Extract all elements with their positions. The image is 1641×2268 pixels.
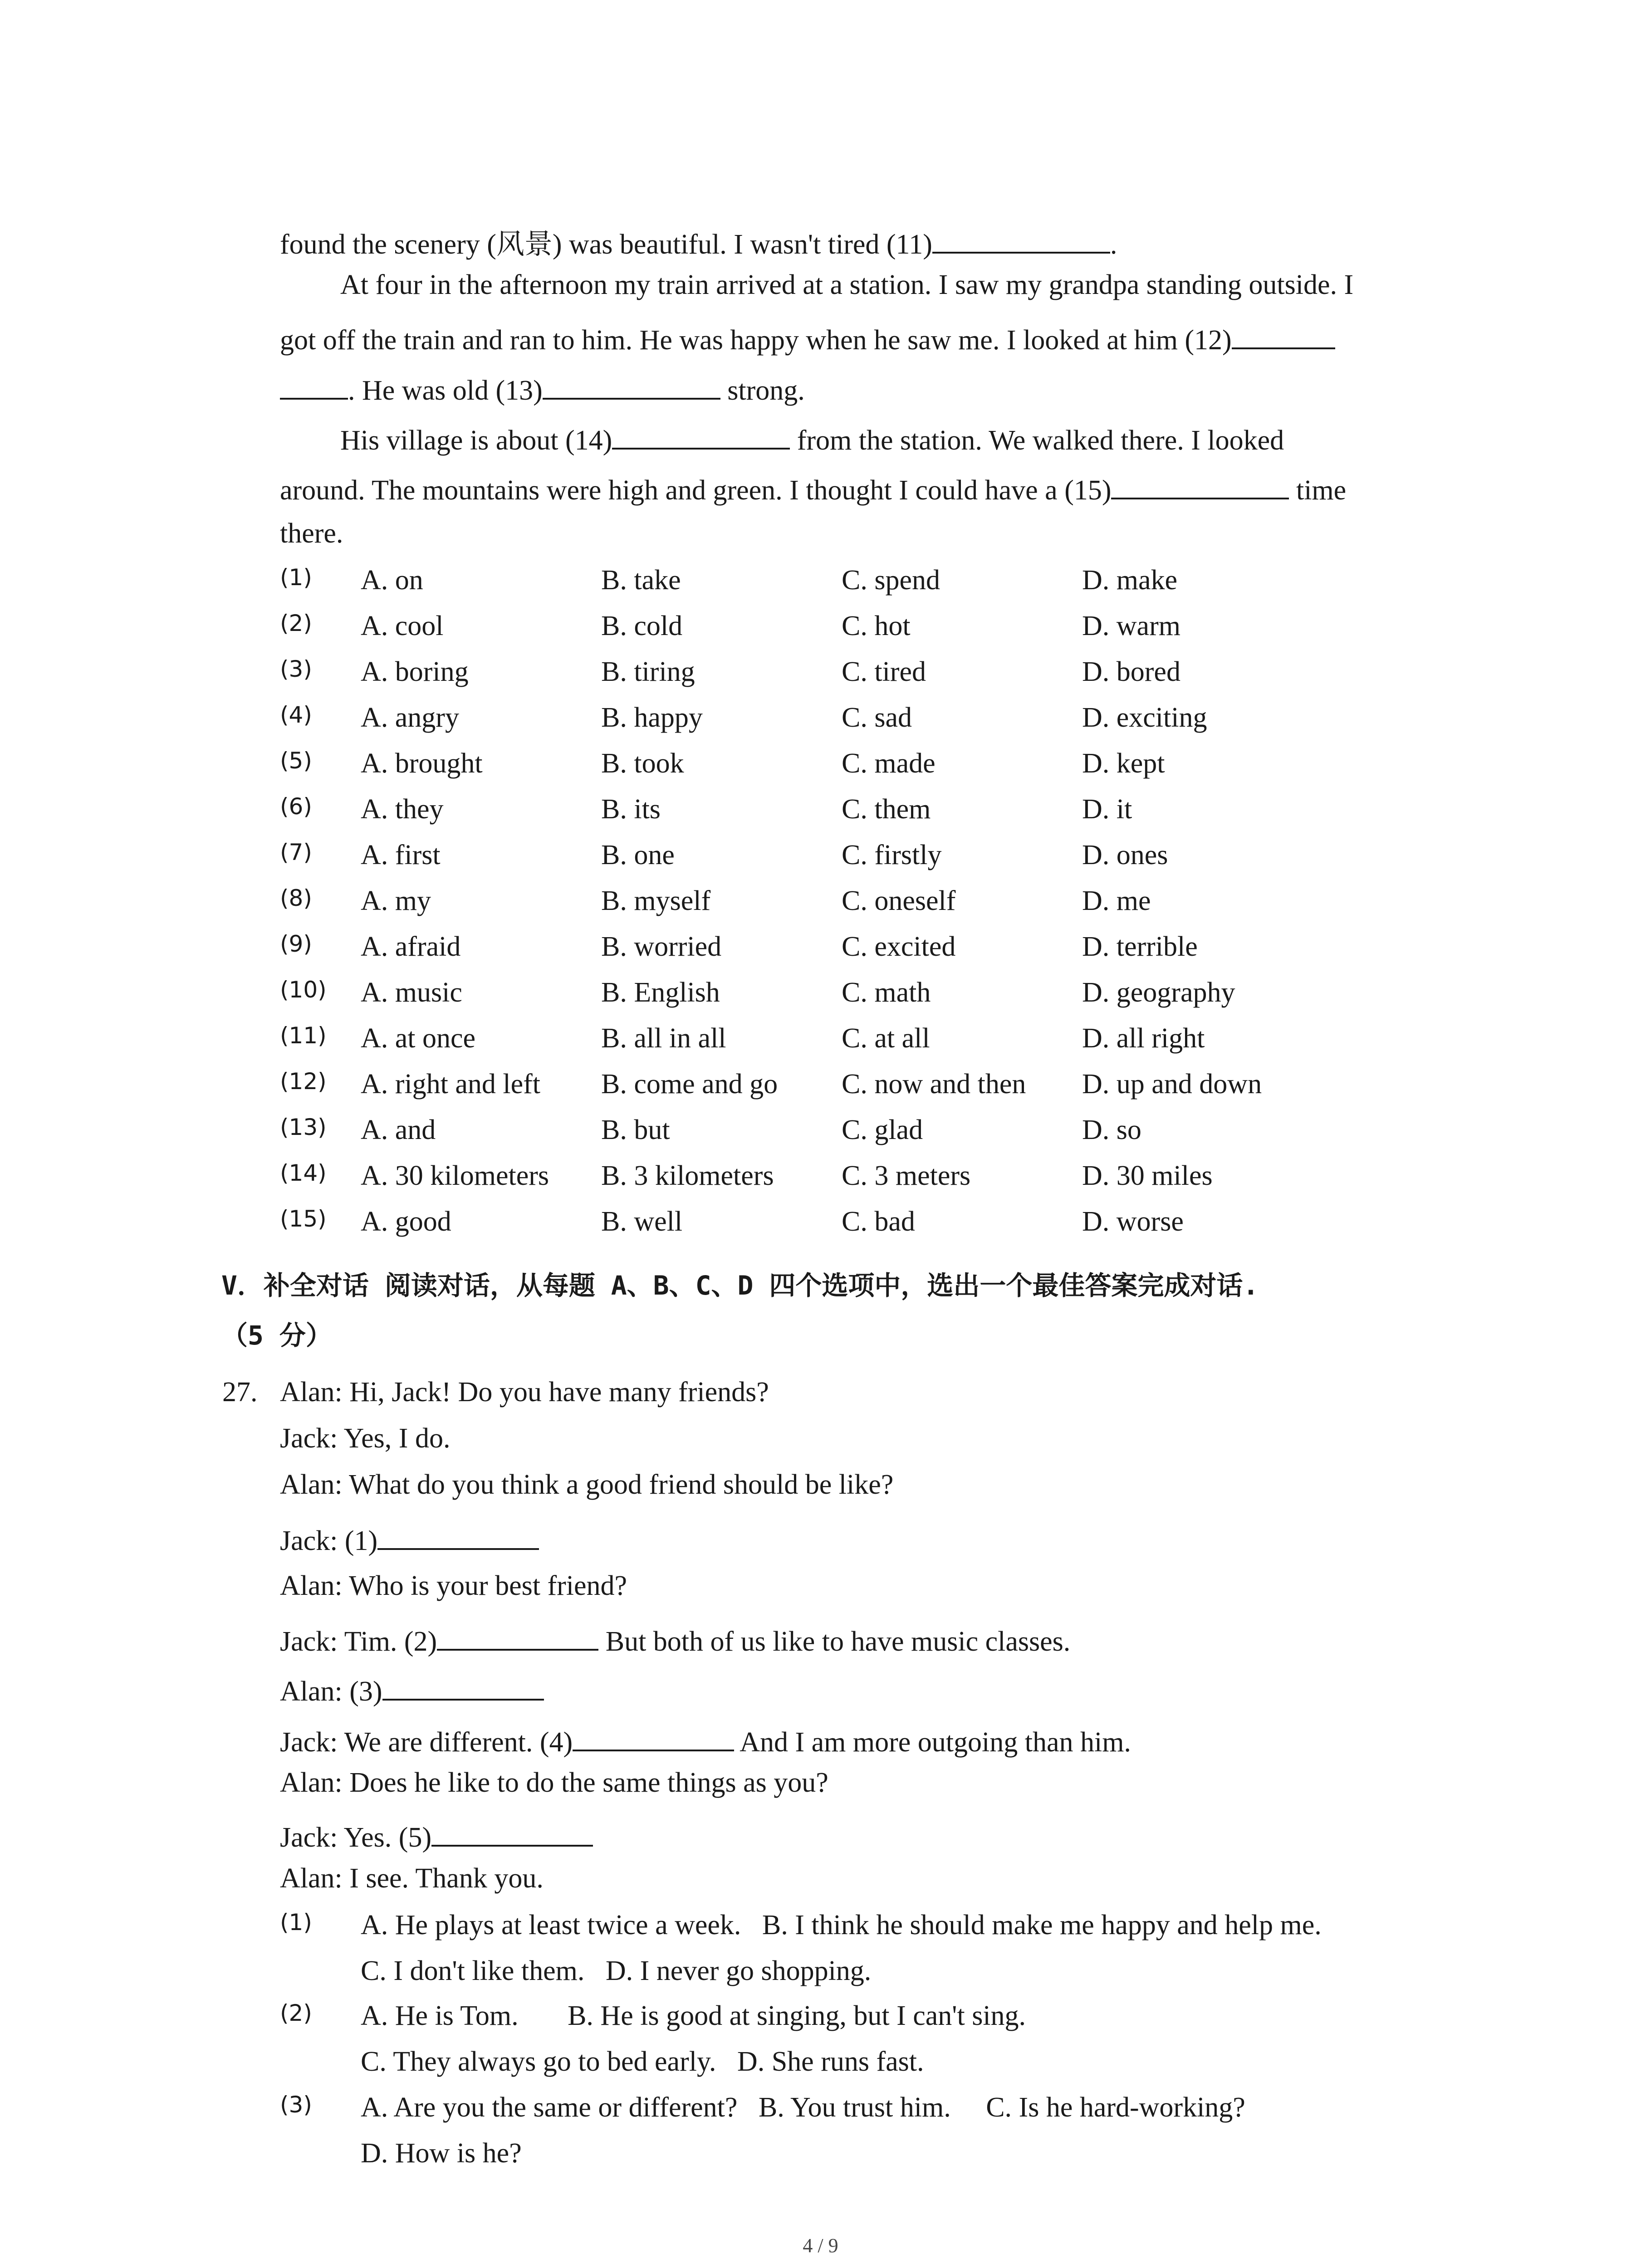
answer-blank[interactable]	[932, 225, 1110, 254]
option-b[interactable]: B. tiring	[601, 656, 695, 687]
option-a[interactable]: A. brought	[361, 748, 483, 779]
answer-blank[interactable]	[612, 421, 790, 450]
option-line[interactable]: C. They always go to bed early. D. She runs fast.	[361, 2046, 924, 2077]
option-a[interactable]: A. angry	[361, 702, 459, 733]
option-number: (1)	[280, 564, 312, 591]
option-line[interactable]: A. He is Tom. B. He is good at singing, but I can't sing.	[361, 2000, 1026, 2031]
dialogue-line	[280, 1818, 593, 1852]
option-b[interactable]: B. all in all	[601, 1023, 726, 1054]
option-b[interactable]: B. well	[601, 1206, 683, 1237]
option-d[interactable]: D. kept	[1082, 748, 1165, 779]
option-b[interactable]: B. cold	[601, 611, 683, 641]
option-line[interactable]: A. Are you the same or different? B. You trust him. C. Is he hard-working?	[361, 2092, 1245, 2123]
section-heading-score: （5 分）	[221, 1320, 332, 1351]
dialogue-text: Jack: (1)	[280, 1525, 378, 1556]
option-b[interactable]: B. come and go	[601, 1069, 778, 1100]
option-a[interactable]: A. boring	[361, 656, 469, 687]
option-c[interactable]: C. spend	[842, 565, 940, 596]
dialogue-line: Jack: Yes, I do.	[280, 1423, 451, 1454]
dialogue-line	[280, 1672, 544, 1706]
dialogue-text: Jack: Tim. (2)	[280, 1626, 437, 1657]
passage-line	[280, 471, 1346, 504]
passage-text: strong.	[720, 375, 805, 406]
option-c[interactable]: C. oneself	[842, 885, 956, 916]
passage-line	[280, 225, 1117, 259]
page-number: 4 / 9	[803, 2234, 838, 2257]
option-c[interactable]: C. at all	[842, 1023, 930, 1054]
option-line[interactable]: C. I don't like them. D. I never go shopping.	[361, 1955, 872, 1986]
passage-line	[280, 321, 1335, 354]
passage-text: around. The mountains were high and green. I thought I could have a (15)	[280, 475, 1112, 506]
option-number: (4)	[280, 702, 312, 728]
passage-text: from the station. We walked there. I looked	[790, 425, 1284, 456]
option-c[interactable]: C. bad	[842, 1206, 915, 1237]
option-number: (7)	[280, 839, 312, 865]
passage-text: . He was old (13)	[348, 375, 543, 406]
option-number: (10)	[280, 977, 327, 1003]
dialogue-line: Alan: I see. Thank you.	[280, 1863, 544, 1894]
option-c[interactable]: C. glad	[842, 1114, 923, 1145]
option-b[interactable]: B. myself	[601, 885, 711, 916]
option-line[interactable]: A. He plays at least twice a week. B. I think he should make me happy and help me.	[361, 1910, 1322, 1941]
passage-text: found the scenery (风景) was beautiful. I wasn't tired (11)	[280, 229, 932, 260]
option-number: (13)	[280, 1114, 327, 1140]
option-a[interactable]: A. my	[361, 885, 431, 916]
option-c[interactable]: C. sad	[842, 702, 912, 733]
option-c[interactable]: C. hot	[842, 611, 911, 641]
option-number: (15)	[280, 1206, 327, 1232]
option-number: (12)	[280, 1068, 327, 1095]
passage-text: At four in the afternoon my train arrived at a station. I saw my grandpa standing outside. I	[340, 269, 1354, 300]
question-number: 27.	[222, 1377, 258, 1408]
option-b[interactable]: B. English	[601, 977, 720, 1008]
option-d[interactable]: D. exciting	[1082, 702, 1207, 733]
option-d[interactable]: D. ones	[1082, 840, 1168, 870]
answer-blank[interactable]	[1232, 321, 1335, 349]
dialogue-text: Jack: We are different. (4)	[280, 1727, 573, 1758]
option-a[interactable]: A. and	[361, 1114, 436, 1145]
dialogue-line	[280, 1623, 1070, 1656]
dialogue-line	[280, 1723, 1131, 1756]
dialogue-line: Alan: Does he like to do the same things as you?	[280, 1767, 828, 1798]
passage-text: His village is about (14)	[340, 425, 612, 456]
dialogue-text: But both of us like to have music classes.	[598, 1626, 1071, 1657]
option-a[interactable]: A. music	[361, 977, 462, 1008]
passage-line	[280, 371, 805, 405]
option-number: (9)	[280, 931, 312, 957]
option-number: (2)	[280, 610, 312, 636]
option-d[interactable]: D. up and down	[1082, 1069, 1262, 1100]
option-c[interactable]: C. math	[842, 977, 931, 1008]
dialogue-text: Alan: (3)	[280, 1676, 382, 1707]
option-c[interactable]: C. now and then	[842, 1069, 1026, 1100]
option-d[interactable]: D. terrible	[1082, 931, 1198, 962]
option-b[interactable]: B. happy	[601, 702, 703, 733]
option-a[interactable]: A. good	[361, 1206, 451, 1237]
passage-text: there.	[280, 518, 343, 549]
dialogue-text: Jack: Yes. (5)	[280, 1822, 432, 1853]
option-c[interactable]: C. made	[842, 748, 936, 779]
option-number: (6)	[280, 793, 312, 820]
option-b[interactable]: B. worried	[601, 931, 722, 962]
option-number: (3)	[280, 656, 312, 682]
option-c[interactable]: C. them	[842, 794, 931, 825]
option-d[interactable]: D. bored	[1082, 656, 1181, 687]
section-heading: V．补全对话 阅读对话，从每题 A、B、C、D 四个选项中，选出一个最佳答案完成对话.	[221, 1270, 1259, 1301]
option-d[interactable]: D. 30 miles	[1082, 1160, 1213, 1191]
option-c[interactable]: C. 3 meters	[842, 1160, 971, 1191]
option-b[interactable]: B. its	[601, 794, 661, 825]
option-number: (5)	[280, 748, 312, 774]
option-d[interactable]: D. make	[1082, 565, 1178, 596]
option-b[interactable]: B. but	[601, 1114, 670, 1145]
answer-blank[interactable]	[437, 1623, 598, 1651]
option-number: (1)	[280, 1909, 312, 1936]
answer-blank[interactable]	[431, 1818, 593, 1847]
option-d[interactable]: D. so	[1082, 1114, 1141, 1145]
option-a[interactable]: A. first	[361, 840, 441, 870]
option-c[interactable]: C. excited	[842, 931, 956, 962]
option-number: (3)	[280, 2092, 312, 2118]
passage-text: .	[1110, 229, 1117, 260]
option-b[interactable]: B. took	[601, 748, 684, 779]
option-a[interactable]: A. on	[361, 565, 423, 596]
option-b[interactable]: B. take	[601, 565, 681, 596]
option-d[interactable]: D. worse	[1082, 1206, 1184, 1237]
dialogue-line: Alan: What do you think a good friend should be like?	[280, 1469, 894, 1500]
passage-line	[340, 421, 1284, 455]
option-d[interactable]: D. all right	[1082, 1023, 1205, 1054]
option-b[interactable]: B. 3 kilometers	[601, 1160, 774, 1191]
dialogue-text: And I am more outgoing than him.	[734, 1727, 1131, 1758]
option-number: (2)	[280, 2000, 312, 2026]
option-number: (8)	[280, 885, 312, 911]
option-d[interactable]: D. it	[1082, 794, 1132, 825]
option-d[interactable]: D. me	[1082, 885, 1151, 916]
dialogue-line: Alan: Who is your best friend?	[280, 1570, 627, 1601]
option-a[interactable]: A. they	[361, 794, 444, 825]
option-c[interactable]: C. tired	[842, 656, 926, 687]
passage-text: got off the train and ran to him. He was happy when he saw me. I looked at him (12)	[280, 325, 1232, 356]
option-number: (11)	[280, 1022, 327, 1049]
passage-text: time	[1289, 475, 1347, 506]
option-a[interactable]: A. cool	[361, 611, 444, 641]
option-d[interactable]: D. geography	[1082, 977, 1235, 1008]
option-a[interactable]: A. right and left	[361, 1069, 541, 1100]
answer-blank[interactable]	[377, 1522, 539, 1550]
answer-blank[interactable]	[1111, 471, 1289, 499]
option-d[interactable]: D. warm	[1082, 611, 1181, 641]
answer-blank[interactable]	[382, 1672, 544, 1701]
dialogue-line	[280, 1522, 539, 1555]
option-c[interactable]: C. firstly	[842, 840, 942, 870]
dialogue-line: Alan: Hi, Jack! Do you have many friends?	[280, 1377, 769, 1408]
passage-line	[280, 519, 343, 547]
option-a[interactable]: A. at once	[361, 1023, 476, 1054]
option-a[interactable]: A. afraid	[361, 931, 461, 962]
option-line[interactable]: D. How is he?	[361, 2138, 522, 2169]
answer-blank[interactable]	[573, 1723, 734, 1751]
option-b[interactable]: B. one	[601, 840, 675, 870]
answer-blank[interactable]	[280, 371, 348, 400]
option-number: (14)	[280, 1160, 327, 1186]
passage-line	[340, 271, 1353, 299]
answer-blank[interactable]	[543, 371, 720, 400]
option-a[interactable]: A. 30 kilometers	[361, 1160, 549, 1191]
